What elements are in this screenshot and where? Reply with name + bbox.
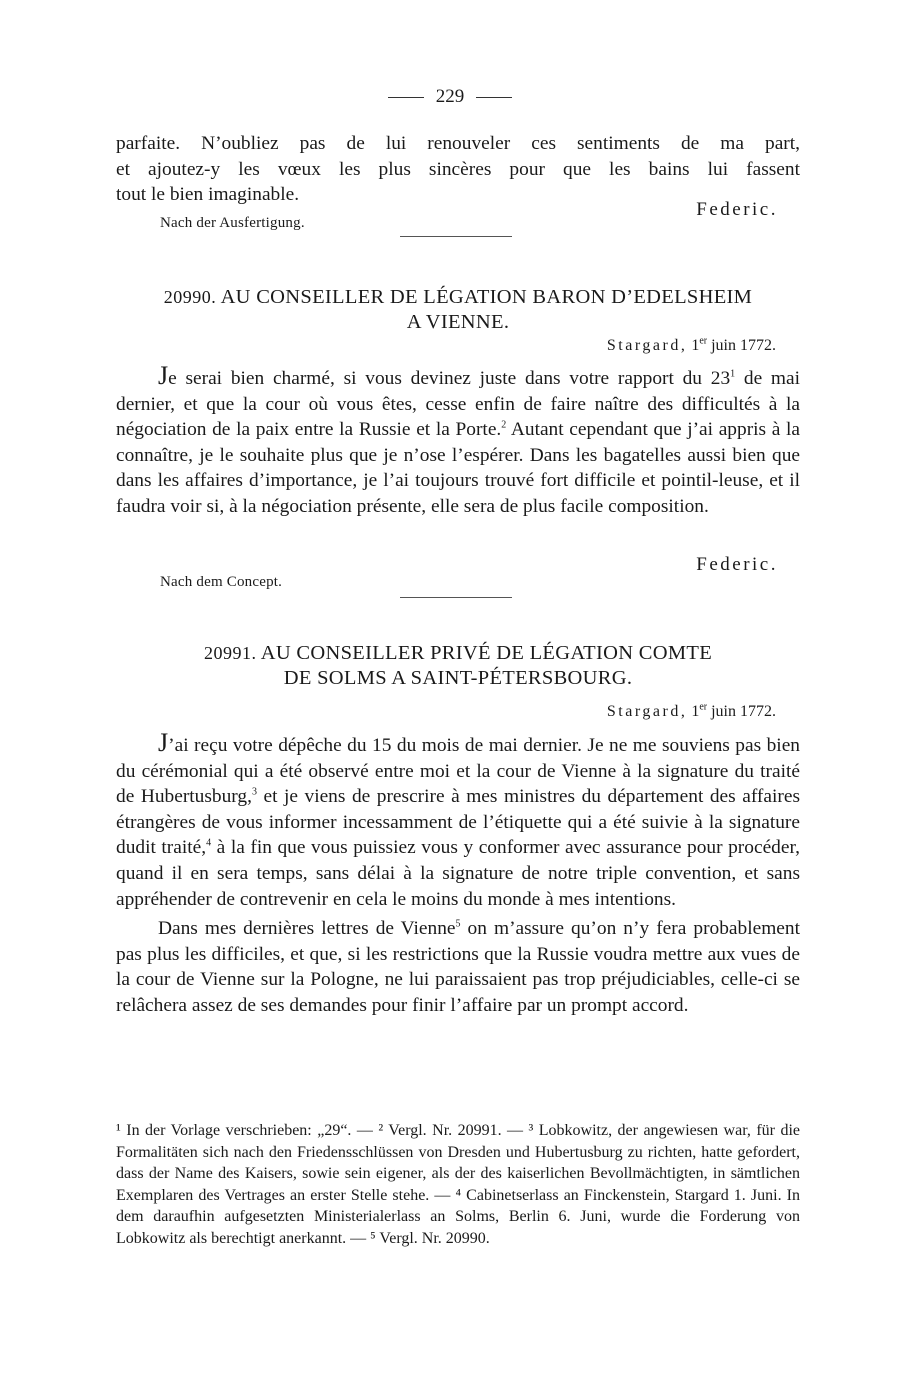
letter-20990-initial: J — [158, 361, 169, 390]
letter-20991-p2-b: on m’assure qu’on n’y fera probablement pas plus les difficiles, et que, si les restrictions que la Russie voudra mettre aux vues de la cour de Vienne sur la Pologne, ne lui paraissaient pas trop préjudiciables, celle-ci se relâchera assez de ses demandes pour finir l’affaire par un prompt accord. — [116, 918, 800, 1016]
letter-20991-date-rest: juin 1772. — [711, 703, 776, 720]
letter-20990-signature: Federic. — [696, 554, 778, 575]
continued-line-1: parfaite. N’oubliez pas de lui renouveler ces sentiments de ma part, — [116, 133, 800, 154]
letter-20991-date — [607, 703, 776, 721]
footnote-mark-5: 5 — [455, 918, 461, 930]
letter-20990-heading — [116, 285, 800, 335]
letter-20990-body-end: Autant cependant que j’ai appris à la connaître, je le souhaite plus que je n’ose l’espérer. Dans les bagatelles aussi bien que dans les affaires d’importance, je l’ai toujours trouvé fort difficile et pointil-leuse, et il faudra voir si, à la négociation présente, elle sera de plus facile composition. — [116, 419, 800, 517]
header-dash-right — [476, 97, 512, 98]
letter-20990-date — [607, 337, 776, 355]
letter-20991-heading-line-2: DE SOLMS A SAINT-PÉTERSBOURG. — [283, 667, 633, 689]
footnotes-text: ¹ In der Vorlage verschrieben: „29“. — ² Vergl. Nr. 20991. — ³ Lobkowitz, der angewiesen war, für die Formalitäten sich nach den Friedensschlüssen von Dresden und Hubertusburg zu richten, hatte gefordert, dass der Name des Kaisers, sowie sein eigener, als der des kaiserlichen Bevollmächtigten, in sämtlichen Exemplaren des Vertrages an erster Stelle stehe. — ⁴ Cabinetserlass an Finckenstein, Stargard 1. Juni. In dem daraufhin aufgesetzten Ministerialerlass an Solms, Berlin 6. Juni, wurde die Forderung von Lobkowitz als berechtigt anerkannt. — ⁵ Vergl. Nr. 20990. — [116, 1122, 800, 1247]
continued-paragraph — [116, 131, 800, 208]
top-source-note: Nach der Ausfertigung. — [160, 215, 305, 231]
letter-20991-p1-c: à la fin que vous puissiez vous y conformer avec assurance pour procéder, quand il en sera temps, sans délai à la signature de notre triple convention, et sans appréhender de contrevenir en cela le moins du monde à mes intentions. — [116, 837, 801, 910]
letter-20990-body — [116, 363, 800, 520]
letter-20990-date-rest: juin 1772. — [711, 337, 776, 354]
letter-20990-source-note: Nach dem Concept. — [160, 574, 283, 590]
separator-rule-1 — [400, 236, 512, 237]
footnote-mark-1: 1 — [730, 368, 736, 380]
header-dash-left — [388, 97, 424, 98]
letter-20990-number: 20990. — [163, 287, 217, 307]
letter-20991-date-day: 1 — [691, 703, 700, 720]
letter-20991-p1-a: ’ai reçu votre dépêche du 15 du mois de mai dernier. Je ne me souviens pas bien du cérémonial qui a été observé entre moi et la cour de Vienne à la signature du traité de Hubertusburg, — [116, 735, 800, 808]
footnote-mark-3: 3 — [251, 786, 257, 798]
letter-20991-p2-a: Dans mes dernières lettres de Vienne — [158, 918, 456, 940]
letter-20990-date-day: 1 — [691, 337, 700, 354]
footnotes — [116, 1120, 800, 1249]
letter-20990-date-sup: er — [699, 335, 708, 347]
letter-20990-heading-line-2: A VIENNE. — [406, 311, 510, 333]
top-signature: Federic. — [696, 199, 778, 220]
footnote-mark-2: 2 — [501, 419, 507, 431]
continued-line-2: et ajoutez-y les vœux les plus sincères pour que les bains lui fassent — [116, 158, 800, 180]
letter-20991-body — [116, 730, 800, 1019]
letter-20991-heading — [116, 641, 800, 691]
page-number: 229 — [435, 86, 465, 107]
separator-rule-2 — [400, 597, 512, 598]
letter-20991-heading-line-1: AU CONSEILLER PRIVÉ DE LÉGATION COMTE — [260, 642, 713, 664]
footnote-mark-4: 4 — [206, 837, 212, 849]
letter-20990-heading-line-1: AU CONSEILLER DE LÉGATION BARON D’EDELSHEIM — [220, 286, 753, 308]
page-header — [0, 86, 900, 108]
letter-20991-date-place: Stargard, — [606, 703, 688, 720]
letter-20991-p1-b: et je viens de prescrire à mes ministres du département des affaires étrangères de vous informer incessamment de l’étiquette qui a été suivie à la signature dudit traité, — [116, 786, 800, 859]
letter-20991-date-sup: er — [699, 701, 708, 713]
letter-20991-initial: J — [158, 728, 169, 757]
letter-20991-number: 20991. — [203, 643, 257, 663]
letter-20990-body-mid: de mai dernier, et que la cour où vous êtes, cesse enfin de faire naître des difficultés à la négociation de la paix entre la Russie et la Porte. — [116, 368, 800, 441]
letter-20990-date-place: Stargard, — [606, 337, 688, 354]
continued-line-3: tout le bien imaginable. — [116, 184, 300, 206]
letter-20990-body-start: e serai bien charmé, si vous devinez juste dans votre rapport du 23 — [168, 368, 731, 389]
